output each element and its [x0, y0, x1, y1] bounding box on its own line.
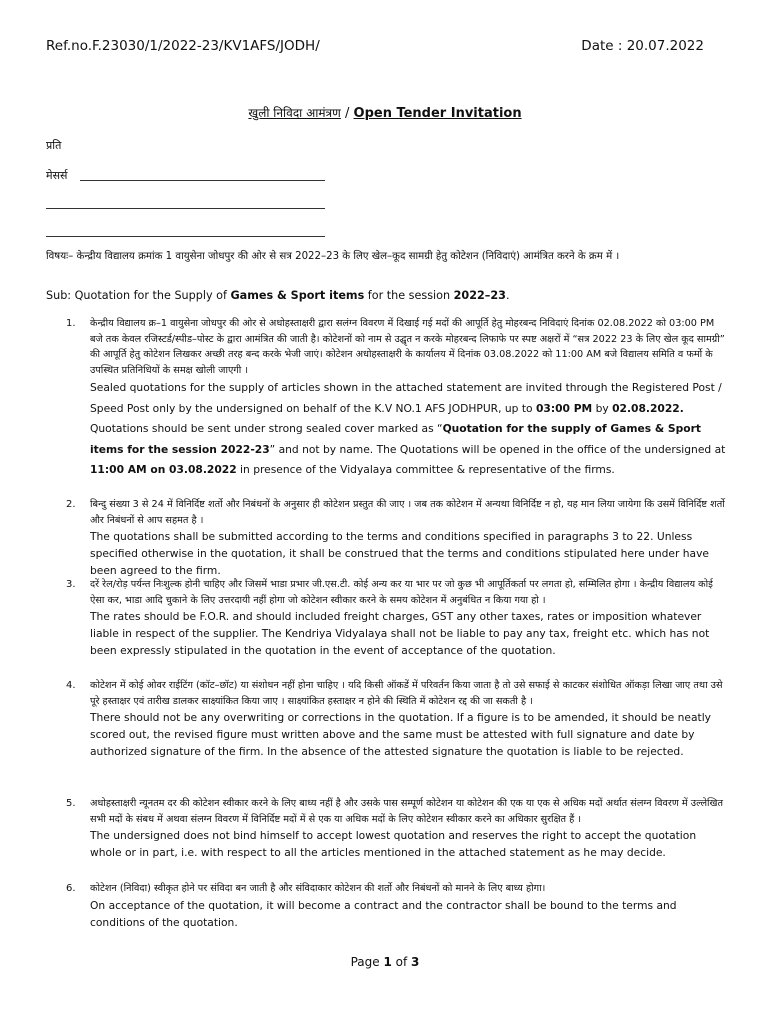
- page-number: [0, 955, 770, 969]
- term-item: [46, 796, 726, 881]
- address-messrs: मेसर्स: [46, 169, 68, 182]
- term-bold: Quotation for the supply of Games & Sport items for the session 2022-23: [90, 422, 701, 456]
- page-label: of: [391, 955, 412, 969]
- page-title: [0, 104, 770, 121]
- term-text: Quotations should be sent under strong sealed cover marked as “: [90, 422, 443, 435]
- subject-session: 2022–23: [453, 289, 506, 302]
- term-english: The rates should be F.O.R. and should included freight charges, GST any other taxes, rates or imposition whatever liable in respect of the supplier. The Kendriya Vidyalaya shall not be liable to pay any tax, freight etc. which has not been expressly stipulated in the quotation in the event of acceptance of the quotation.: [90, 610, 710, 657]
- reference-number: Ref.no.F.23030/1/2022-23/KV1AFS/JODH/: [46, 38, 320, 54]
- term-text: in presence of the Vidyalaya committee & representative of the firms.: [236, 463, 615, 476]
- subject-text: .: [505, 289, 510, 302]
- term-english: On acceptance of the quotation, it will become a contract and the contractor shall be bound to the terms and conditions of the quotation.: [90, 898, 677, 929]
- subject-hindi: विषयः– केन्द्रीय विद्यालय क्रमांक 1 वायुसेना जोधपुर की ओर से सत्र 2022–23 के लिए खेल–कूद सामग्री हेतु कोटेशन (निविदाएं) आमंत्रित करने के क्रम में ।: [46, 251, 620, 262]
- title-separator: /: [340, 106, 354, 121]
- subject-english: [46, 289, 510, 302]
- term-text: Sealed quotations for the supply of articles shown in the attached statement are invited through the Registered Post / Speed Post only by the undersigned on behalf of the K.V NO.1 AFS JODHPUR, up to: [90, 381, 722, 415]
- term-item: [46, 678, 726, 796]
- address-to: प्रति: [46, 139, 62, 152]
- page-current: 1: [383, 955, 392, 969]
- title-english: Open Tender Invitation: [353, 106, 522, 121]
- term-number: 1.: [66, 318, 76, 329]
- term-number: 6.: [66, 883, 76, 894]
- term-hindi: कोटेशन (निविदा) स्वीकृत होने पर संविदा बन जाती है और संविदाकार कोटेशन की शर्तो और निबंधनों को मानने के लिए बाध्य होगा।: [90, 883, 546, 894]
- term-text: ” and not by name. The Quotations will be opened in the office of the undersigned at: [269, 442, 726, 456]
- term-item: [46, 316, 726, 497]
- terms-list: [46, 316, 726, 931]
- page-label: Page: [350, 955, 384, 969]
- address-line-1: [80, 180, 325, 181]
- term-bold: 03:00 PM: [535, 401, 593, 415]
- term-english: The quotations shall be submitted according to the terms and conditions specified in paragraphs 3 to 22. Unless specified otherwise in the quotation, it shall be construed that the terms and conditions stipulated here under have been agreed to the firm.: [90, 530, 709, 577]
- address-line-2: [46, 208, 325, 209]
- term-item: [46, 577, 726, 678]
- subject-text: for the session: [364, 289, 454, 302]
- title-hindi: खुली निविदा आमंत्रण: [248, 106, 341, 120]
- term-bold: 11:00 AM on 03.08.2022: [90, 463, 237, 476]
- document-date: Date : 20.07.2022: [581, 38, 704, 54]
- term-hindi: कोटेशन में कोई ओवर राईटिंग (कॉट–छॉट) या संशोधन नहीं होना चाहिए । यदि किसी ऑकडें में परिवर्तन किया जाता है तो उसे सफाई से काटकर संशोधित ऑकड़ा लिखा जाए तथा उसे पूरे हस्ताक्षर एवं तारीख डालकर साक्ष्यांकित किया जाए । साक्ष्यांकित हस्ताक्षर न होने की स्थिति में कोटेशन रद्द की जा सकती है ।: [90, 680, 723, 707]
- term-english: The undersigned does not bind himself to accept lowest quotation and reserves the right to accept the quotation whole or in part, i.e. with respect to all the articles mentioned in the attached statement as he may decide.: [90, 829, 697, 859]
- term-number: 4.: [66, 680, 76, 691]
- term-hindi: दरें रेल/रोड़ पर्यन्त निःशुल्क होनी चाहिए और जिसमें भाडा प्रभार जी.एस.टी. कोई अन्य कर या भार पर जो कुछ भी आपूर्तिकर्ता पर लगता हो, सम्मिलित होगा । केन्द्रीय विद्यालय कोई ऐसा कर, भाडा आदि चुकाने के लिए उत्तरदायी नहीं होगा जो कोटेशन स्वीकार करने के समय कोटेशन में अनुबंधित न किया गया हो ।: [90, 579, 713, 606]
- term-bold: 02.08.2022.: [612, 401, 684, 415]
- term-number: 2.: [66, 499, 76, 510]
- term-hindi: बिन्दु संख्या 3 से 24 में विनिर्दिष्ट शर्तो और निबंधनों के अनुसार ही कोटेशन प्रस्तुत की जाए । जब तक कोटेशन में अन्यथा विनिर्दिष्ट न हो, यह मान लिया जायेगा कि उसमें विनिर्दिष्ट शर्तो और निबंधनों से आप सहमत है ।: [90, 499, 725, 526]
- term-number: 5.: [66, 798, 76, 809]
- term-text: by: [592, 401, 613, 415]
- term-number: 3.: [66, 579, 76, 590]
- term-english: [90, 378, 726, 481]
- term-item: [46, 881, 726, 931]
- address-line-3: [46, 236, 325, 237]
- term-english: There should not be any overwriting or corrections in the quotation. If a figure is to be amended, it should be neatly scored out, the revised figure must written above and the same must be attested with full signature and date by authorized signature of the firm. In the absence of the attested signature the quotation is liable to be rejected.: [90, 711, 711, 758]
- term-item: [46, 497, 726, 577]
- term-hindi: अधोहस्ताक्षरी न्यूनतम दर की कोटेशन स्वीकार करने के लिए बाध्य नहीं है और उसके पास सम्पूर्ण कोटेशन या कोटेशन की एक या एक से अधिक मदों अर्थात संलग्न विवरण में उल्लेखित सभी मदों के संबध में अथवा संलग्न विवरण में विनिर्दिष्ट मदों में से एक या अधिक मदों के लिए कोटेशन स्वीकार करने का अधिकार सुरक्षित हैं ।: [90, 798, 723, 825]
- term-hindi: केन्द्रीय विद्यालय क्र–1 वायुसेना जोधपुर की ओर से अधोहस्ताक्षरी द्वारा सलंग्न विवरण में दिखाई गई मदों की आपूर्ति हेतु मोहरबन्द निविदाएं दिनांक 02.08.2022 को 03:00 PM बजे तक केवल रजिस्टर्ड/स्पीड–पोस्ट के द्वारा आमंत्रित की जाती है। कोटेशनों को नाम से उद्घृत न करके मोहरबन्द लिफाफे पर स्पष्ट अक्षरों में “सत्र 2022 23 के लिए खेल कूद सामग्री” की आपूर्ति हेतु कोटेशन लिखकर अच्छी तरह बन्द करके भेजी जाएं। कोटेशन अधोहस्ताक्षरी के कार्यालय में दिनांक 03.08.2022 को 11:00 AM बजे विद्यालय समिति व फर्मो के उपस्थित प्रतिनिधियों के समक्ष खोली जाएगी ।: [90, 318, 725, 376]
- subject-bold: Games & Sport items: [230, 289, 365, 302]
- page-total: 3: [411, 955, 420, 969]
- subject-text: Sub: Quotation for the Supply of: [46, 289, 231, 302]
